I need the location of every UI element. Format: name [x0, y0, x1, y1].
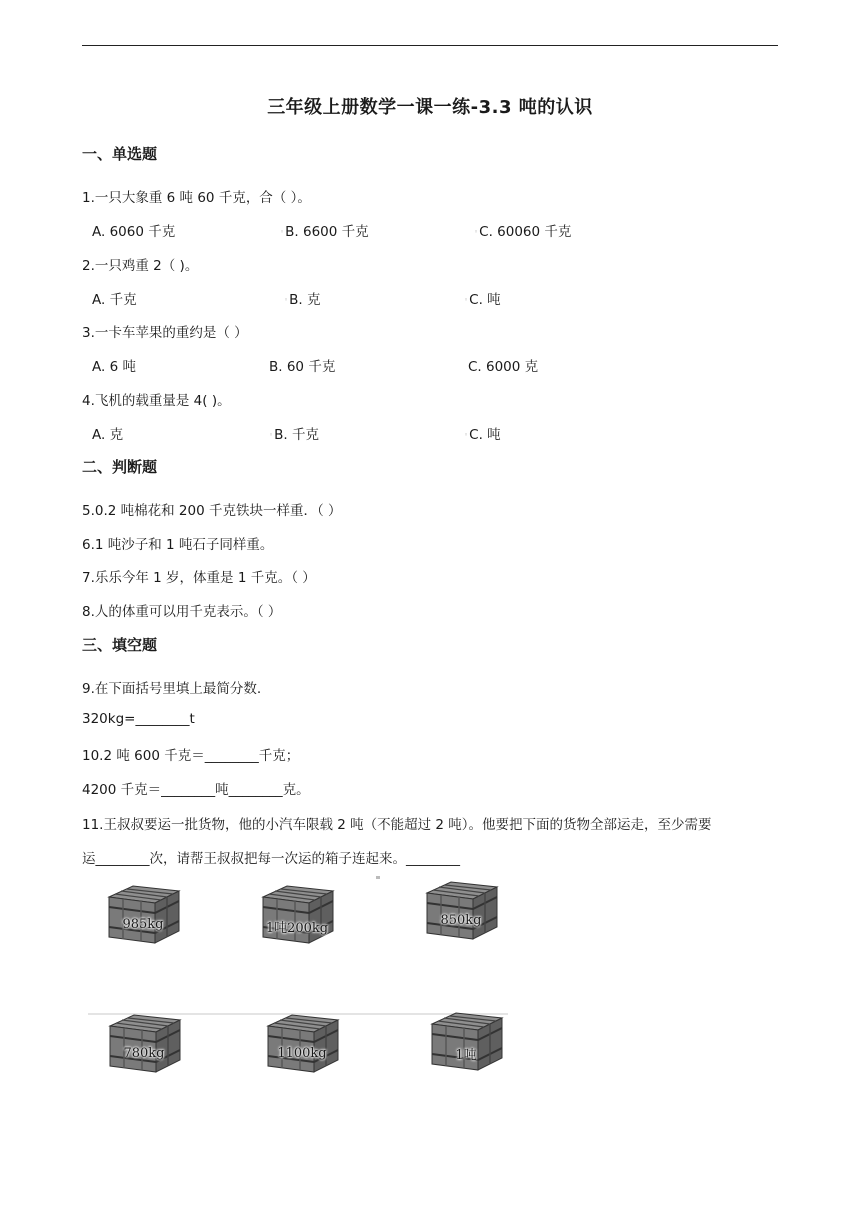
cargo-box-icon — [103, 883, 183, 945]
option-marker-icon: ◦ — [464, 431, 469, 439]
page-title: 三年级上册数学一课一练-3.3 吨的认识 — [267, 97, 593, 118]
option-marker-icon: ◦ — [280, 228, 285, 236]
cargo-box-label: 780kg — [123, 1046, 165, 1061]
q2-option-b-label: B. 克 — [289, 292, 321, 308]
question-1: 1.一只大象重 6 吨 60 千克，合（ ）。 — [82, 190, 311, 206]
cargo-box-icon — [262, 1012, 342, 1074]
section-heading-single-choice: 一、单选题 — [82, 145, 158, 163]
q1-option-b[interactable] — [280, 220, 369, 240]
cargo-box-label: 1吨 — [455, 1048, 477, 1063]
q2-option-a[interactable]: A. 千克 — [92, 292, 137, 308]
cargo-box-985kg[interactable] — [103, 883, 183, 945]
q3-option-c[interactable]: C. 6000 克 — [468, 359, 539, 375]
q1-option-b-label: B. 6600 千克 — [285, 224, 369, 240]
cargo-box-label: 1100kg — [277, 1046, 327, 1061]
section-heading-fill-in: 三、填空题 — [82, 636, 158, 654]
q4-option-a[interactable]: A. 克 — [92, 427, 124, 443]
q4-option-b[interactable] — [269, 423, 319, 443]
question-5: 5.0.2 吨棉花和 200 千克铁块一样重．（ ） — [82, 503, 342, 519]
q1-option-c-label: C. 60060 千克 — [479, 224, 572, 240]
q2-option-c[interactable] — [464, 288, 501, 308]
question-9: 9.在下面括号里填上最简分数. — [82, 681, 262, 697]
question-3: 3.一卡车苹果的重约是（ ） — [82, 325, 248, 341]
q4-option-c[interactable] — [464, 423, 501, 443]
option-marker-icon: ◦ — [269, 431, 274, 439]
q4-option-b-label: B. 千克 — [274, 427, 319, 443]
header-rule — [82, 45, 778, 46]
q3-option-b[interactable]: B. 60 千克 — [269, 359, 336, 375]
cargo-box-850kg[interactable] — [421, 879, 501, 941]
q2-option-c-label: C. 吨 — [469, 292, 501, 308]
cargo-box-1100kg[interactable] — [262, 1012, 342, 1074]
option-marker-icon: ◦ — [284, 296, 289, 304]
cargo-box-icon — [421, 879, 501, 941]
cargo-box-780kg[interactable] — [104, 1012, 184, 1074]
option-marker-icon: ◦ — [474, 228, 479, 236]
q4-option-c-label: C. 吨 — [469, 427, 501, 443]
option-marker-icon: ◦ — [464, 296, 469, 304]
question-10-line-2: 4200 千克＝________吨________克。 — [82, 782, 310, 798]
section-heading-true-false: 二、判断题 — [82, 458, 158, 476]
question-4: 4.飞机的载重量是 4( )。 — [82, 393, 231, 409]
q1-option-a[interactable]: A. 6060 千克 — [92, 224, 176, 240]
question-6: 6.1 吨沙子和 1 吨石子同样重。 — [82, 537, 274, 553]
question-7: 7.乐乐今年 1 岁，体重是 1 千克。（ ） — [82, 570, 316, 586]
q1-option-c[interactable] — [474, 220, 571, 240]
question-10-line-1: 10.2 吨 600 千克＝________千克； — [82, 748, 300, 764]
q2-option-b[interactable] — [284, 288, 321, 308]
cargo-box-label: 985kg — [122, 917, 164, 932]
cargo-box-label: 850kg — [440, 913, 482, 928]
cargo-box-icon — [104, 1012, 184, 1074]
question-2: 2.一只鸡重 2（ )。 — [82, 258, 199, 274]
cargo-box-1t[interactable] — [426, 1010, 506, 1072]
q3-option-a[interactable]: A. 6 吨 — [92, 359, 136, 375]
question-11-line-1: 11.王叔叔要运一批货物，他的小汽车限载 2 吨（不能超过 2 吨）。他要把下面的货物全部运走，至少需要 — [82, 817, 712, 833]
question-8: 8.人的体重可以用千克表示。（ ） — [82, 604, 282, 620]
cargo-box-label: 1吨200kg — [265, 921, 329, 936]
question-11-line-2: 运________次，请帮王叔叔把每一次运的箱子连起来。________ — [82, 851, 460, 867]
cargo-box-1t200kg[interactable] — [257, 883, 337, 945]
question-9-blank: 320kg=________t — [82, 711, 195, 727]
scan-speck — [376, 876, 380, 879]
